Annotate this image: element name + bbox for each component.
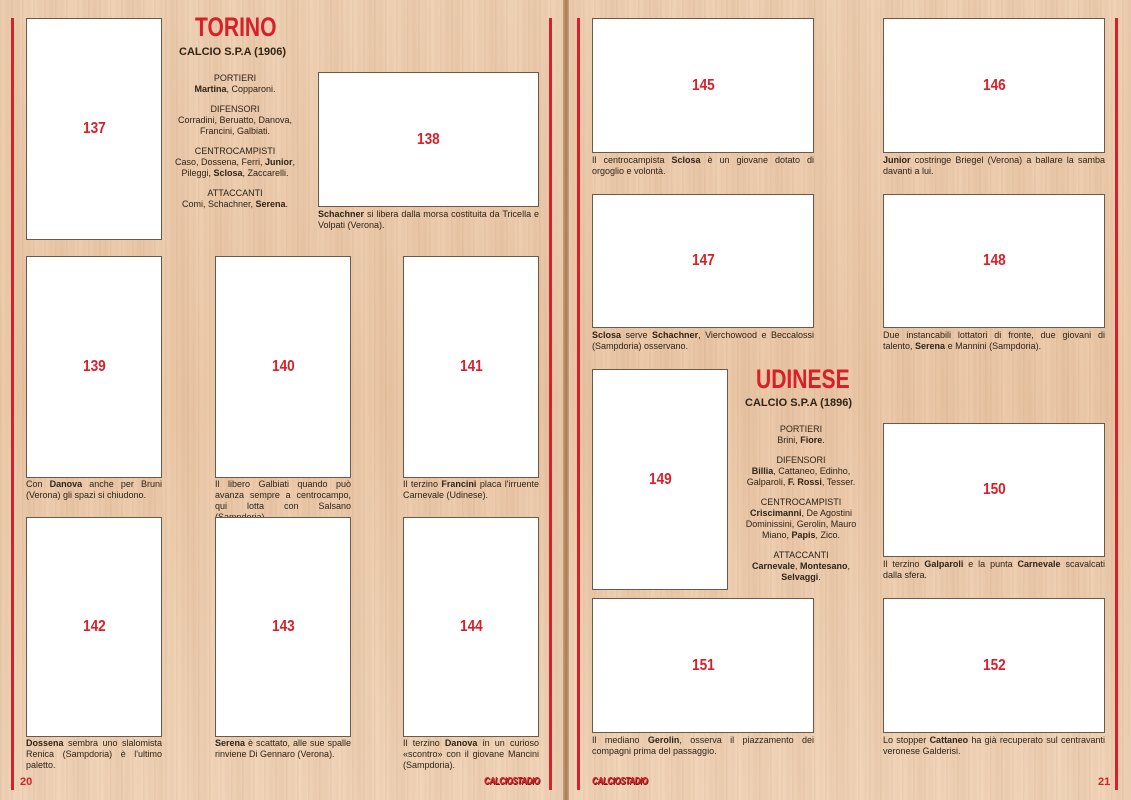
- sticker-slot-147[interactable]: [592, 194, 814, 328]
- sticker-slot-144[interactable]: [403, 517, 539, 737]
- sticker-slot-146[interactable]: [883, 18, 1105, 153]
- caption-140: Il libero Galbiati quando può avanza sempre a centrocampo, qui lotta con Salsano: [215, 479, 351, 511]
- spine-rule-right: [577, 18, 580, 790]
- sticker-number: 142: [82, 618, 106, 635]
- sticker-slot-140[interactable]: [215, 256, 351, 478]
- roster-portieri: PORTIERI Martina, Copparoni.: [194, 73, 276, 94]
- sticker-slot-152[interactable]: [883, 598, 1105, 733]
- sticker-number: 146: [982, 76, 1006, 94]
- caption-147: Sclosa serve Schachner, Vierchowood e Beccalossi (Sampdoria) osservano.: [592, 330, 814, 351]
- caption-151: Il mediano Gerolin, osserva il piazzamento dei compagni prima del passaggio.: [592, 735, 814, 756]
- roster-attaccanti: ATTACCANTI Carnevale, Montesano, Selvaggi.: [751, 550, 851, 582]
- roster-torino: [168, 73, 302, 210]
- sticker-slot-142[interactable]: [26, 517, 162, 737]
- caption-142: Dossena sembra uno slalomista Renica (Sampdoria) è l'ultimo paletto.: [26, 738, 162, 770]
- roster-difensori: DIFENSORI Corradini, Beruatto, Danova, Francini, Galbiati.: [177, 104, 293, 136]
- sticker-slot-143[interactable]: [215, 517, 351, 737]
- sticker-number: 143: [271, 618, 295, 635]
- sticker-number: 144: [459, 618, 483, 635]
- sticker-number: 149: [648, 470, 672, 488]
- spine-rule-left: [549, 18, 552, 790]
- sticker-number: 145: [691, 76, 715, 94]
- sticker-slot-149[interactable]: [592, 369, 728, 590]
- sticker-number: 141: [459, 358, 483, 375]
- caption-146: Junior costringe Briegel (Verona) a ballare la samba davanti a lui.: [883, 155, 1105, 176]
- page-spine: [563, 0, 569, 800]
- sticker-number: 138: [417, 130, 440, 148]
- team-name-udinese: UDINESE: [756, 364, 850, 394]
- caption-139: Con Danova anche per Bruni (Verona) gli spazi si chiudono.: [26, 479, 162, 500]
- sticker-number: 139: [82, 358, 106, 375]
- left-edge-rule: [11, 18, 14, 790]
- right-edge-rule: [1115, 18, 1118, 790]
- roster-centrocampisti: CENTROCAMPISTI Criscimanni, De Agostini Dominissini, Gerolin, Mauro Miano, Papis, Zico.: [745, 497, 857, 540]
- logo-calciostadio-right: CALCIOSTADIO: [592, 776, 648, 787]
- caption-152: Lo stopper Cattaneo ha già recuperato sul centravanti veronese Galderisi.: [883, 735, 1105, 756]
- team-subtitle-udinese: CALCIO S.P.A (1896): [745, 397, 852, 409]
- sticker-slot-150[interactable]: [883, 423, 1105, 557]
- caption-148: Due instancabili lottatori di fronte, due giovani di talento, Serena e Mannini (Sampdoria).: [883, 330, 1105, 351]
- sticker-number: 140: [271, 358, 295, 375]
- sticker-slot-148[interactable]: [883, 194, 1105, 328]
- sticker-number: 152: [982, 656, 1006, 674]
- sticker-slot-151[interactable]: [592, 598, 814, 733]
- roster-udinese: [735, 424, 867, 583]
- sticker-slot-139[interactable]: [26, 256, 162, 478]
- sticker-slot-145[interactable]: [592, 18, 814, 153]
- sticker-number: 148: [982, 252, 1006, 269]
- caption-150: Il terzino Galparoli e la punta Carnevale scavalcati dalla sfera.: [883, 559, 1105, 580]
- roster-centrocampisti: CENTROCAMPISTI Caso, Dossena, Ferri, Junior, Pileggi, Sclosa, Zaccarelli.: [174, 146, 296, 178]
- roster-attaccanti: ATTACCANTI Comi, Schachner, Serena.: [181, 188, 289, 209]
- caption-143: Serena è scattato, alle sue spalle rinviene Di Gennaro (Verona).: [215, 738, 351, 759]
- sticker-number: 150: [982, 481, 1006, 498]
- logo-calciostadio-left: CALCIOSTADIO: [484, 776, 540, 787]
- caption-141: Il terzino Francini placa l'irruente Carnevale (Udinese).: [403, 479, 539, 500]
- sticker-slot-138[interactable]: [318, 72, 539, 207]
- page-number-left: 20: [20, 776, 33, 788]
- caption-138: Schachner si libera dalla morsa costituita da Tricella e Volpati (Verona).: [318, 209, 539, 230]
- team-name-torino: TORINO: [195, 12, 277, 42]
- sticker-slot-141[interactable]: [403, 256, 539, 478]
- roster-portieri: PORTIERI Brini, Fiore.: [777, 424, 825, 445]
- roster-difensori: DIFENSORI Billia, Cattaneo, Edinho, Galparoli, F. Rossi, Tesser.: [746, 455, 856, 487]
- page-number-right: 21: [1098, 776, 1111, 788]
- sticker-number: 137: [82, 120, 106, 137]
- caption-145: Il centrocampista Sclosa è un giovane dotato di orgoglio e volontà.: [592, 155, 815, 176]
- sticker-slot-137[interactable]: [26, 18, 162, 240]
- sticker-number: 147: [691, 252, 715, 269]
- sticker-number: 151: [691, 656, 715, 674]
- caption-144: Il terzino Danova in un curioso «scontro» con il giovane Mancini (Sampdoria).: [403, 738, 539, 770]
- team-subtitle-torino: CALCIO S.P.A (1906): [179, 46, 286, 58]
